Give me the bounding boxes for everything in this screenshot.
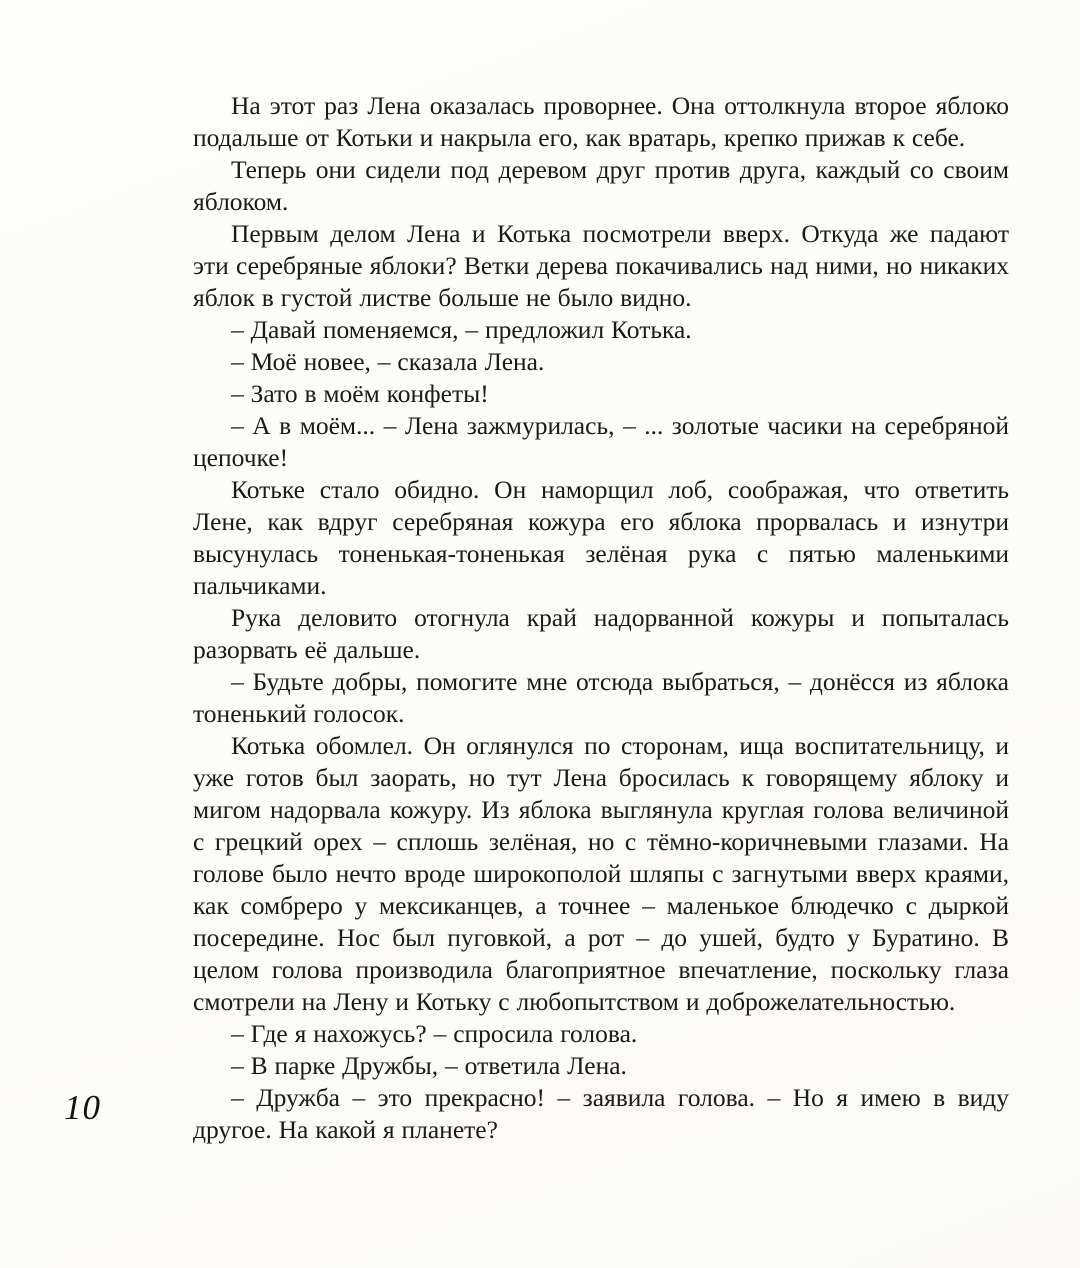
paragraph: Первым делом Лена и Котька посмотрели вверх. Откуда же падают эти серебряные яблоки? Ветки дерева покачивались над ними, но никаких яблок в густой листве больше не было видно. xyxy=(193,219,1009,312)
dialogue-line: – Давай поменяемся, – предложил Котька. xyxy=(231,315,692,344)
dialogue-line: – Будьте добры, помогите мне отсюда выбраться, – донёсся из яблока тоненький голосок. xyxy=(193,667,1009,728)
paragraph: Котька обомлел. Он оглянулся по сторонам, ища воспитательницу, и уже готов был заорать, но тут Лена бросилась к говорящему яблоку и мигом надорвала кожуру. Из яблока выглянула круглая голова величиной с грецкий орех – сплошь зелёная, но с тёмно-коричневыми глазами. На голове было нечто вроде широкополой шляпы с загнутыми вверх краями, как сомбреро у мексиканцев, а точнее – маленькое блюдечко с дыркой посередине. Нос был пуговкой, а рот – до ушей, будто у Буратино. В целом голова производила благоприятное впечатление, поскольку глаза смотрели на Лену и Котьку с любопытством и доброжелательностью. xyxy=(193,731,1009,1016)
page-number: 10 xyxy=(64,1088,101,1127)
paragraph: Рука деловито отогнула край надорванной кожуры и попыталась разорвать её дальше. xyxy=(193,603,1009,664)
paragraph: Теперь они сидели под деревом друг против друга, каждый со своим яблоком. xyxy=(193,155,1009,216)
dialogue-line: – А в моём... – Лена зажмурилась, – ... золотые часики на серебряной цепочке! xyxy=(193,411,1009,472)
dialogue-line: – Где я нахожусь? – спросила голова. xyxy=(231,1019,638,1048)
dialogue-line: – В парке Дружбы, – ответила Лена. xyxy=(231,1051,627,1080)
paragraph: Котьке стало обидно. Он наморщил лоб, соображая, что ответить Лене, как вдруг серебряная кожура его яблока прорвалась и изнутри высунулась тоненькая-тоненькая зелёная рука с пятью маленькими пальчиками. xyxy=(193,475,1009,600)
dialogue-line: – Дружба – это прекрасно! – заявила голова. – Но я имею в виду другое. На какой я планете? xyxy=(193,1083,1009,1144)
paragraph: На этот раз Лена оказалась проворнее. Она оттолкнула второе яблоко подальше от Котьки и накрыла его, как вратарь, крепко прижав к себе. xyxy=(193,91,1009,152)
story-text-block xyxy=(193,90,1009,1146)
dialogue-line: – Зато в моём конфеты! xyxy=(231,379,489,408)
dialogue-line: – Моё новее, – сказала Лена. xyxy=(231,347,545,376)
